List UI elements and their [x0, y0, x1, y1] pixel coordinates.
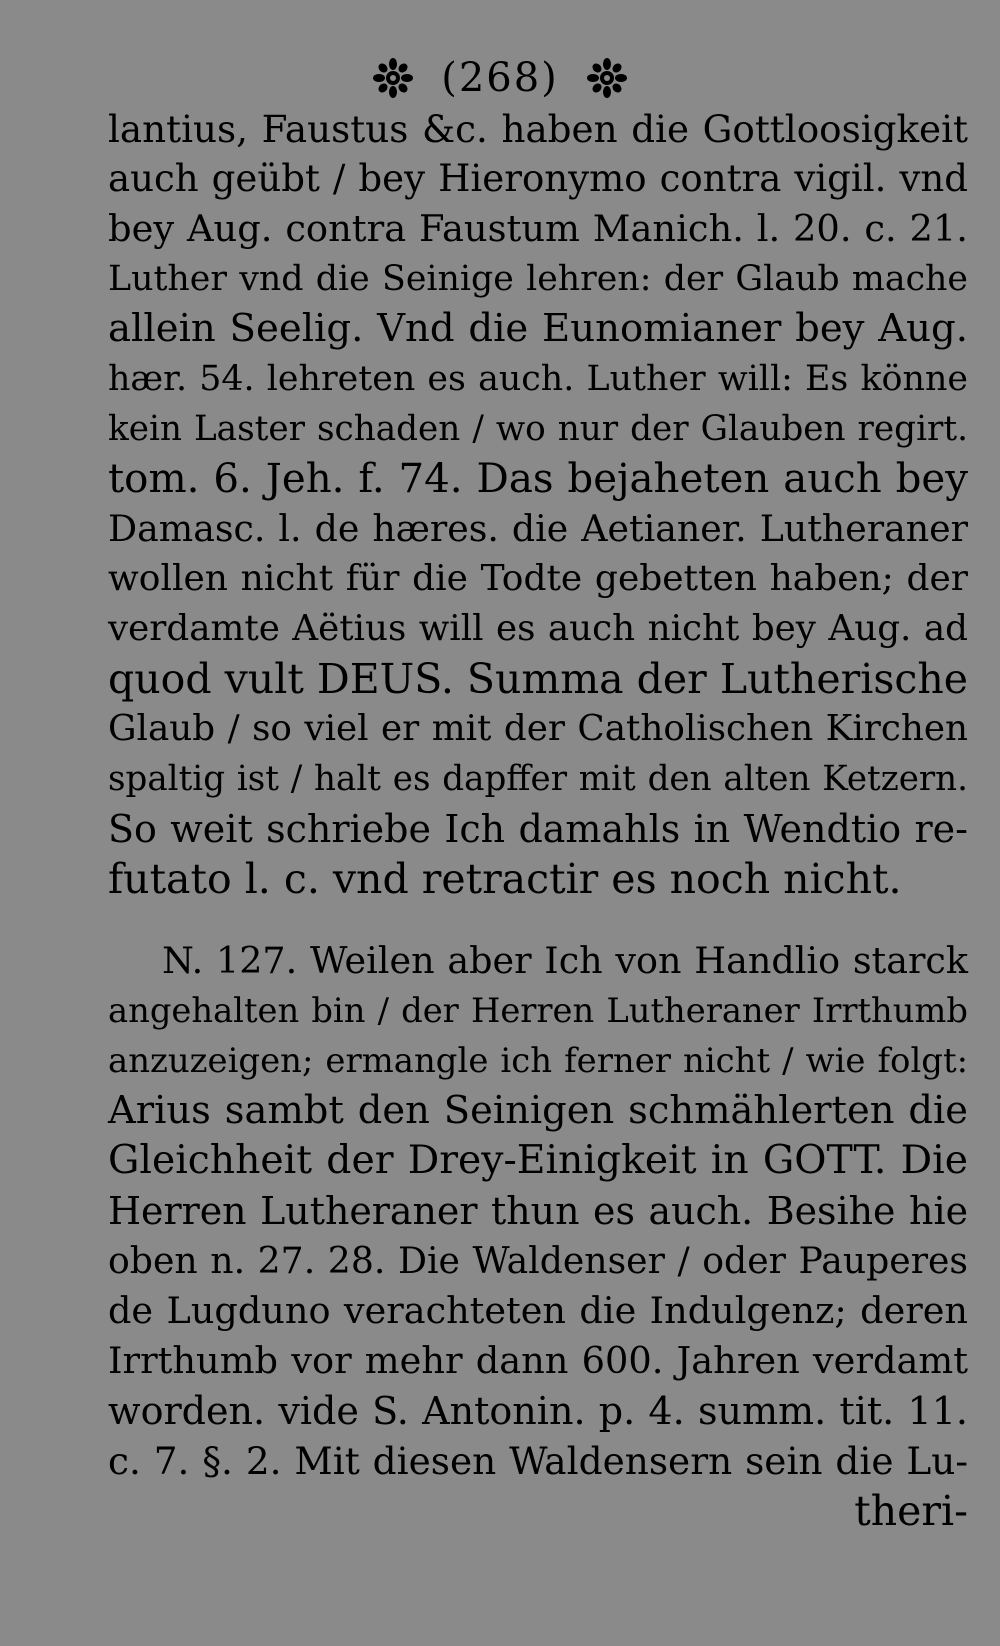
text-line: de Lugduno verachteten die Indulgenz; deren [108, 1289, 968, 1332]
flower-ornament-icon [373, 58, 413, 98]
text-line: Gleichheit der Drey-Einigkeit in GOTT. Die [108, 1138, 968, 1183]
text-line: c. 7. §. 2. Mit diesen Waldensern sein die Lu- [108, 1439, 968, 1483]
text-line: So weit schriebe Ich damahls in Wendtio re- [108, 807, 968, 851]
text-line: bey Aug. contra Faustum Manich. l. 20. c. 21. [108, 207, 968, 250]
paragraph-gap [108, 904, 968, 936]
text-line: spaltig ist / halt es dapffer mit den alten Ketzern. [108, 759, 968, 799]
text-line: Glaub / so viel er mit der Catholischen Kirchen [108, 708, 968, 749]
text-line: auch geübt / bey Hieronymo contra vigil. vnd [108, 157, 968, 200]
text-line: Arius sambt den Seinigen schmählerten die [108, 1088, 968, 1133]
text-line: Damasc. l. de hæres. die Aetianer. Lutheraner [108, 507, 968, 550]
text-line: lantius, Faustus &c. haben die Gottloosigkeit [108, 107, 968, 151]
text-line: Irrthumb vor mehr dann 600. Jahren verdamt [108, 1339, 968, 1382]
page-number: (268) [441, 55, 559, 101]
text-line: angehalten bin / der Herren Lutheraner Irrthumb [108, 991, 968, 1030]
text-line: verdamte Aëtius will es auch nicht bey Aug. ad [108, 608, 968, 649]
body-text [108, 104, 968, 1536]
text-line: N. 127. Weilen aber Ich von Handlio starck [162, 939, 968, 982]
text-line: anzuzeigen; ermangle ich ferner nicht / wie folgt: [108, 1041, 968, 1080]
text-line: allein Seelig. Vnd die Eunomianer bey Aug. [108, 306, 968, 351]
catchword: theri- [854, 1487, 968, 1535]
text-line: oben n. 27. 28. Die Waldenser / oder Pauperes [108, 1239, 968, 1282]
text-line: tom. 6. Jeh. f. 74. Das bejaheten auch bey [108, 455, 968, 502]
text-line: Herren Lutheraner thun es auch. Besihe hie [108, 1189, 968, 1233]
flower-ornament-icon [587, 58, 627, 98]
text-line: hær. 54. lehreten es auch. Luther will: Es könne [108, 359, 968, 399]
text-line: kein Laster schaden / wo nur der Glauben regirt. [108, 409, 968, 449]
text-line: worden. vide S. Antonin. p. 4. summ. tit. 11. [108, 1389, 968, 1433]
text-line: futato l. c. vnd retractir es noch nicht. [108, 855, 902, 903]
text-line: Luther vnd die Seinige lehren: der Glaub mache [108, 259, 968, 299]
text-line: quod vult DEUS. Summa der Lutherische [108, 655, 968, 703]
page-header [0, 48, 1000, 108]
text-line: wollen nicht für die Todte gebetten haben; der [108, 558, 968, 599]
